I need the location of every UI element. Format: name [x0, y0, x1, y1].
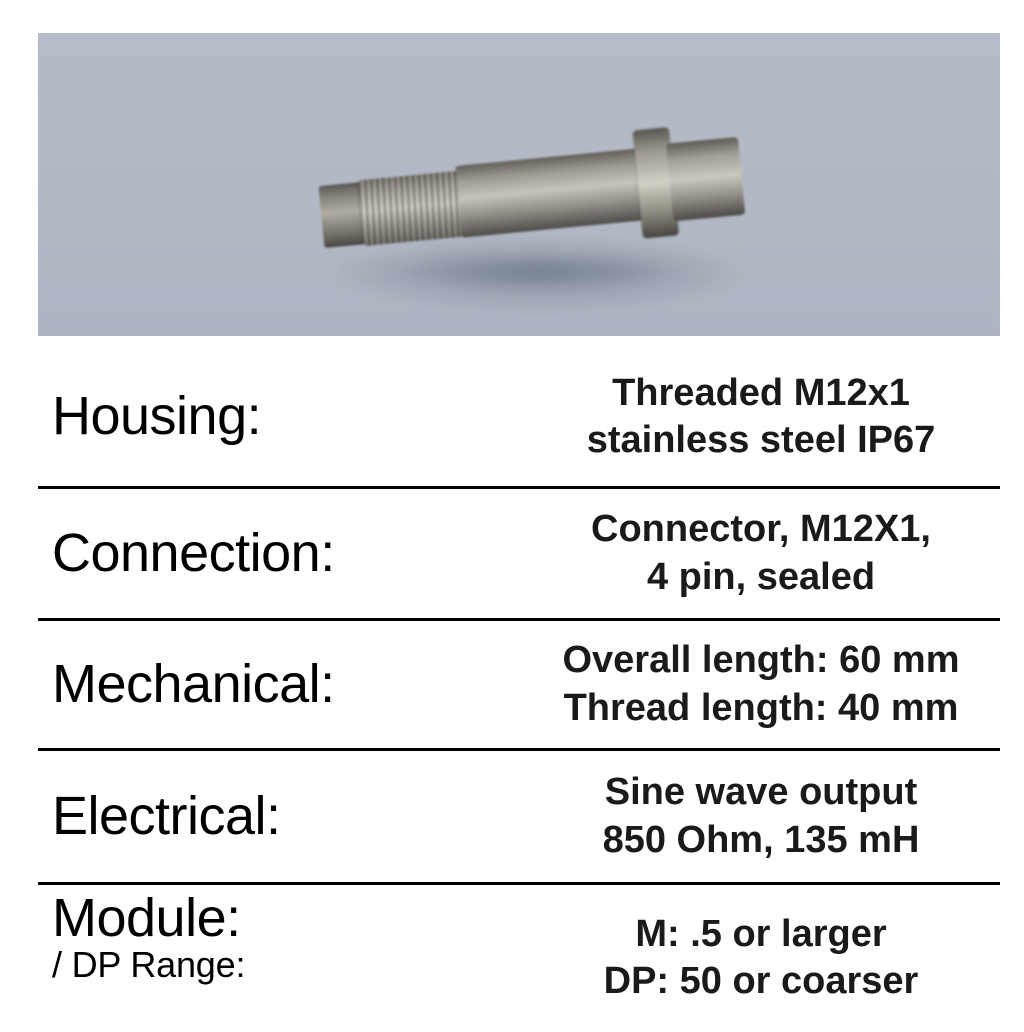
spec-value-line: Threaded M12x1 [612, 371, 910, 414]
spec-label-electrical [38, 785, 538, 846]
spec-value-line: M: .5 or larger [635, 913, 887, 955]
spec-value-line: Thread length: 40 mm [563, 686, 959, 729]
spec-value-electrical [538, 769, 1000, 863]
spec-label-mechanical-text: Mechanical: [52, 653, 335, 714]
spec-value-line: DP: 50 or coarser [603, 960, 919, 1003]
spec-label-connection-text: Connection: [52, 522, 335, 583]
spec-value-housing [538, 370, 1000, 464]
spec-value-line: Overall length: 60 mm [562, 639, 960, 682]
spec-value-connection [538, 506, 1000, 600]
spec-label-connection [38, 522, 538, 583]
spec-label-housing [38, 386, 538, 447]
spec-value-line: 850 Ohm, 135 mH [602, 818, 920, 861]
table-row [38, 486, 1000, 618]
spec-label-mechanical [38, 653, 538, 714]
table-row [38, 348, 1000, 486]
table-row [38, 748, 1000, 882]
table-row [38, 618, 1000, 748]
spec-value-module [538, 885, 1000, 1005]
photo-blur-overlay [38, 33, 1000, 336]
spec-label-electrical-text: Electrical: [52, 785, 281, 846]
spec-label-module-sub: / DP Range: [52, 944, 246, 986]
spec-value-line: Sine wave output [604, 771, 918, 814]
spec-label-module-text: Module: [52, 888, 241, 948]
spec-label-housing-text: Housing: [52, 386, 262, 447]
specification-table [38, 348, 1000, 1032]
product-photo [38, 33, 1000, 336]
spec-value-line: Connector, M12X1, [591, 508, 931, 551]
table-row [38, 882, 1000, 1032]
spec-value-mechanical [538, 637, 1000, 731]
spec-value-line: stainless steel IP67 [586, 419, 936, 461]
spec-label-module [38, 885, 538, 984]
spec-value-line: 4 pin, sealed [646, 555, 876, 598]
